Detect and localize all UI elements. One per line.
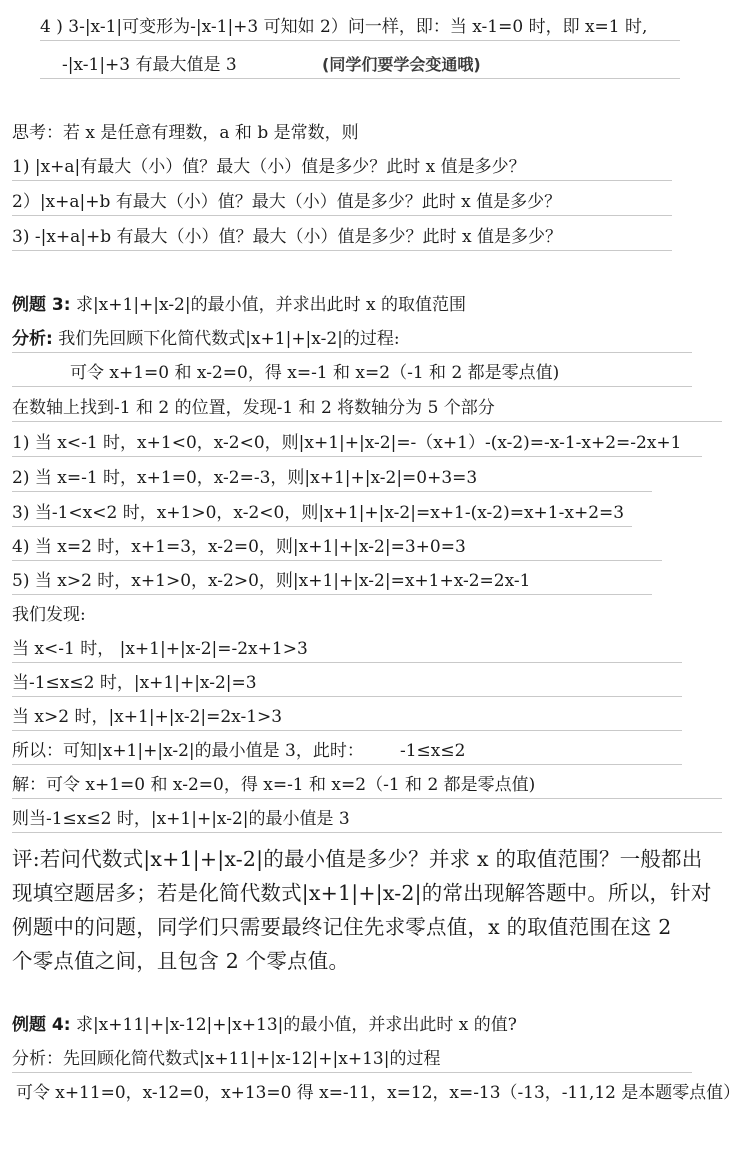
example3-title bbox=[12, 294, 466, 316]
underline bbox=[12, 491, 652, 492]
analysis-line: 分析：先回顾化简代数式|x+11|+|x-12|+|x+13|的过程 bbox=[12, 1049, 441, 1069]
analysis-line bbox=[12, 328, 400, 350]
solution-result: 则当-1≤x≤2 时，|x+1|+|x-2|的最小值是 3 bbox=[12, 809, 350, 829]
conclusion-range: -1≤x≤2 bbox=[400, 741, 466, 761]
think-item: 2）|x+a|+b 有最大（小）值？最大（小）值是多少？此时 x 值是多少？ bbox=[12, 192, 562, 212]
example-label: 例题 3: bbox=[12, 295, 71, 315]
underline bbox=[12, 421, 722, 422]
zero-points-line: 可令 x+1=0 和 x-2=0，得 x=-1 和 x=2（-1 和 2 都是零点值) bbox=[70, 363, 560, 383]
finding-line: 当-1≤x≤2 时，|x+1|+|x-2|=3 bbox=[12, 673, 257, 693]
underline bbox=[12, 215, 672, 216]
underline bbox=[12, 662, 682, 663]
underline bbox=[12, 730, 682, 731]
underline bbox=[12, 594, 652, 595]
underline bbox=[12, 696, 682, 697]
text-line: -|x-1|+3 有最大值是 3 bbox=[62, 55, 237, 75]
underline bbox=[12, 250, 672, 251]
comment-line: 现填空题居多；若是化简代数式|x+1|+|x-2|的常出现解答题中。所以，针对 bbox=[12, 881, 712, 905]
example-question: 求|x+1|+|x-2|的最小值，并求出此时 x 的取值范围 bbox=[70, 295, 466, 315]
text-line: 4 ) 3-|x-1|可变形为-|x-1|+3 可知如 2）问一样，即：当 x-1=0 时，即 x=1 时, bbox=[40, 17, 648, 37]
underline bbox=[12, 386, 692, 387]
comment-line: 评:若问代数式|x+1|+|x-2|的最小值是多少？并求 x 的取值范围？一般都出 bbox=[12, 847, 703, 871]
example-question: 求|x+11|+|x-12|+|x+13|的最小值，并求出此时 x 的值? bbox=[70, 1015, 517, 1035]
underline bbox=[12, 832, 722, 833]
think-item: 1) |x+a|有最大（小）值？最大（小）值是多少？此时 x 值是多少？ bbox=[12, 157, 526, 177]
underline bbox=[12, 798, 722, 799]
underline bbox=[12, 456, 702, 457]
case-line: 3) 当-1<x<2 时，x+1>0，x-2<0，则|x+1|+|x-2|=x+1-(x-2)=x+1-x+2=3 bbox=[12, 503, 625, 523]
underline bbox=[12, 764, 682, 765]
underline bbox=[40, 78, 680, 79]
think-heading: 思考：若 x 是任意有理数，a 和 b 是常数，则 bbox=[12, 123, 359, 143]
case-line: 5) 当 x>2 时，x+1>0，x-2>0，则|x+1|+|x-2|=x+1+x-2=2x-1 bbox=[12, 571, 531, 591]
example4-title bbox=[12, 1014, 517, 1036]
analysis-text: 我们先回顾下化简代数式|x+1|+|x-2|的过程: bbox=[52, 329, 400, 349]
axis-note: 在数轴上找到-1 和 2 的位置，发现-1 和 2 将数轴分为 5 个部分 bbox=[12, 398, 495, 418]
comment-line: 个零点值之间，且包含 2 个零点值。 bbox=[12, 949, 350, 973]
solution-line: 解：可令 x+1=0 和 x-2=0，得 x=-1 和 x=2（-1 和 2 都是零点值) bbox=[12, 775, 536, 795]
underline bbox=[12, 526, 632, 527]
think-item: 3) -|x+a|+b 有最大（小）值？最大（小）值是多少？此时 x 值是多少？ bbox=[12, 227, 562, 247]
example-label: 例题 4: bbox=[12, 1015, 71, 1035]
case-line: 4) 当 x=2 时，x+1=3，x-2=0，则|x+1|+|x-2|=3+0=3 bbox=[12, 537, 466, 557]
analysis-label: 分析: bbox=[12, 329, 53, 349]
underline bbox=[12, 560, 662, 561]
findings-label: 我们发现: bbox=[12, 605, 86, 625]
finding-line: 当 x>2 时，|x+1|+|x-2|=2x-1>3 bbox=[12, 707, 283, 727]
teacher-note: (同学们要学会变通哦) bbox=[322, 55, 481, 74]
finding-line: 当 x<-1 时， |x+1|+|x-2|=-2x+1>3 bbox=[12, 639, 308, 659]
underline bbox=[12, 352, 692, 353]
underline bbox=[40, 40, 680, 41]
case-line: 2) 当 x=-1 时，x+1=0，x-2=-3，则|x+1|+|x-2|=0+3=3 bbox=[12, 468, 478, 488]
zero-points-line: 可令 x+11=0，x-12=0，x+13=0 得 x=-11，x=12，x=-13（-13，-11,12 是本题零点值） bbox=[16, 1083, 741, 1103]
underline bbox=[12, 1072, 692, 1073]
underline bbox=[12, 180, 672, 181]
conclusion-line: 所以：可知|x+1|+|x-2|的最小值是 3，此时： bbox=[12, 741, 364, 761]
case-line: 1) 当 x<-1 时，x+1<0，x-2<0，则|x+1|+|x-2|=-（x+1）-(x-2)=-x-1-x+2=-2x+1 bbox=[12, 433, 682, 453]
comment-line: 例题中的问题，同学们只需要最终记住先求零点值，x 的取值范围在这 2 bbox=[12, 915, 672, 939]
